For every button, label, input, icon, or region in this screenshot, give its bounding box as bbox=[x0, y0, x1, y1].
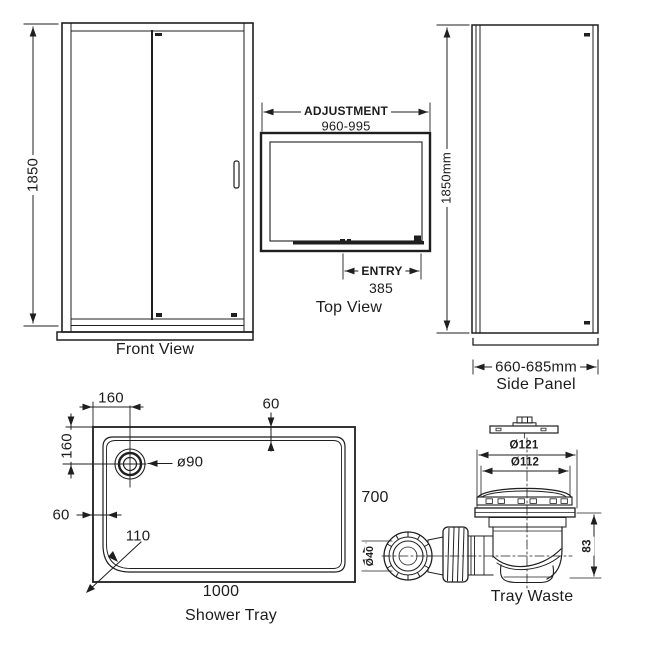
top-view-title: Top View bbox=[315, 299, 383, 316]
front-view-drawing bbox=[24, 23, 253, 340]
tray-rim-inset-top: 60 bbox=[262, 395, 280, 413]
side-panel-title: Side Panel bbox=[496, 376, 576, 393]
waste-dome-cap bbox=[478, 488, 571, 497]
top-view-entry-label: ENTRY bbox=[358, 265, 405, 277]
shower-tray-drawing bbox=[63, 402, 355, 593]
top-view-adjustment-label: ADJUSTMENT bbox=[301, 105, 391, 117]
tray-corner-radius: 110 bbox=[125, 527, 151, 545]
top-view-adjustment-range: 960-995 bbox=[321, 118, 371, 134]
waste-flange-diameter: Ø121 bbox=[509, 439, 539, 452]
top-view-handle bbox=[414, 236, 421, 242]
waste-cap-diameter: Ø112 bbox=[510, 456, 540, 469]
side-panel-height-dim: 1850mm bbox=[440, 149, 453, 207]
shower-tray-title: Shower Tray bbox=[184, 607, 278, 624]
waste-top-flange bbox=[490, 426, 558, 433]
waste-outlet-diameter: Ø40 bbox=[365, 543, 376, 569]
side-panel-drawing bbox=[437, 25, 598, 374]
tray-drain-diameter: ø90 bbox=[176, 453, 204, 471]
tray-drain-offset-left: 160 bbox=[60, 430, 75, 462]
front-view-door-handle bbox=[234, 161, 239, 188]
tray-drain-offset-top: 160 bbox=[98, 389, 124, 407]
side-panel-bottom-channel bbox=[473, 339, 598, 346]
front-view-height-dim: 1850 bbox=[26, 155, 41, 195]
corner-radius-leader bbox=[88, 542, 141, 591]
tray-length-dim: 1000 bbox=[202, 583, 240, 600]
side-panel-width-dim: 660-685mm bbox=[492, 360, 580, 375]
waste-body-height: 83 bbox=[582, 536, 594, 555]
tray-waste-drawing bbox=[362, 417, 601, 591]
tray-width-dim: 700 bbox=[361, 489, 389, 506]
top-view-entry-value: 385 bbox=[369, 280, 393, 296]
front-view-base bbox=[57, 332, 253, 340]
tray-waste-title: Tray Waste bbox=[490, 588, 574, 605]
front-view-title: Front View bbox=[115, 341, 195, 358]
top-view-sliding-door bbox=[293, 241, 424, 245]
tray-rim-inset-left: 60 bbox=[52, 506, 70, 524]
